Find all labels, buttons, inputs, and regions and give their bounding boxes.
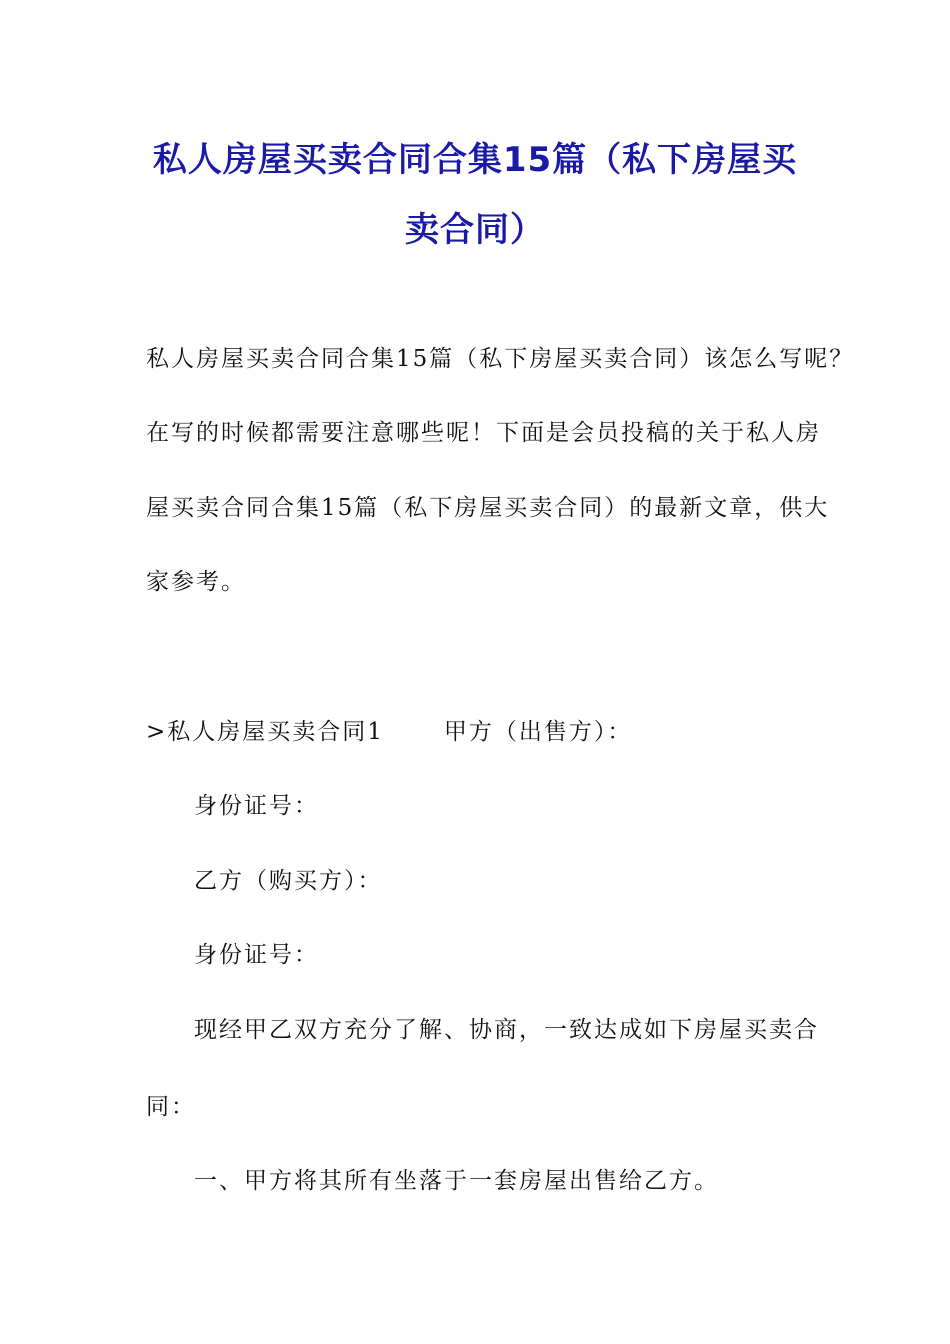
party-a-label: 甲方（出售方）： xyxy=(443,719,633,745)
intro-line-3: 屋买卖合同合集15篇（私下房屋买卖合同）的最新文章，供大 xyxy=(146,495,830,521)
agreement-line-2: 同： xyxy=(146,1094,196,1120)
agreement-line-1: 现经甲乙双方充分了解、协商，一致达成如下房屋买卖合 xyxy=(194,1017,819,1043)
intro-line-4: 家参考。 xyxy=(146,569,246,595)
contract-heading: >私人房屋买卖合同1 xyxy=(146,719,384,745)
intro-line-2: 在写的时候都需要注意哪些呢！下面是会员投稿的关于私人房 xyxy=(146,420,821,446)
id-number-b-label: 身份证号： xyxy=(194,942,319,968)
clause-1: 一、甲方将其所有坐落于一套房屋出售给乙方。 xyxy=(194,1168,719,1194)
intro-line-1: 私人房屋买卖合同合集15篇（私下房屋买卖合同）该怎么写呢？ xyxy=(146,346,855,372)
document-title-line-2: 卖合同） xyxy=(405,210,545,250)
contract-heading-row xyxy=(146,717,632,747)
document-title-line-1: 私人房屋买卖合同合集15篇（私下房屋买 xyxy=(152,140,798,180)
id-number-a-label: 身份证号： xyxy=(194,793,319,819)
party-b-label: 乙方（购买方）： xyxy=(194,868,383,894)
